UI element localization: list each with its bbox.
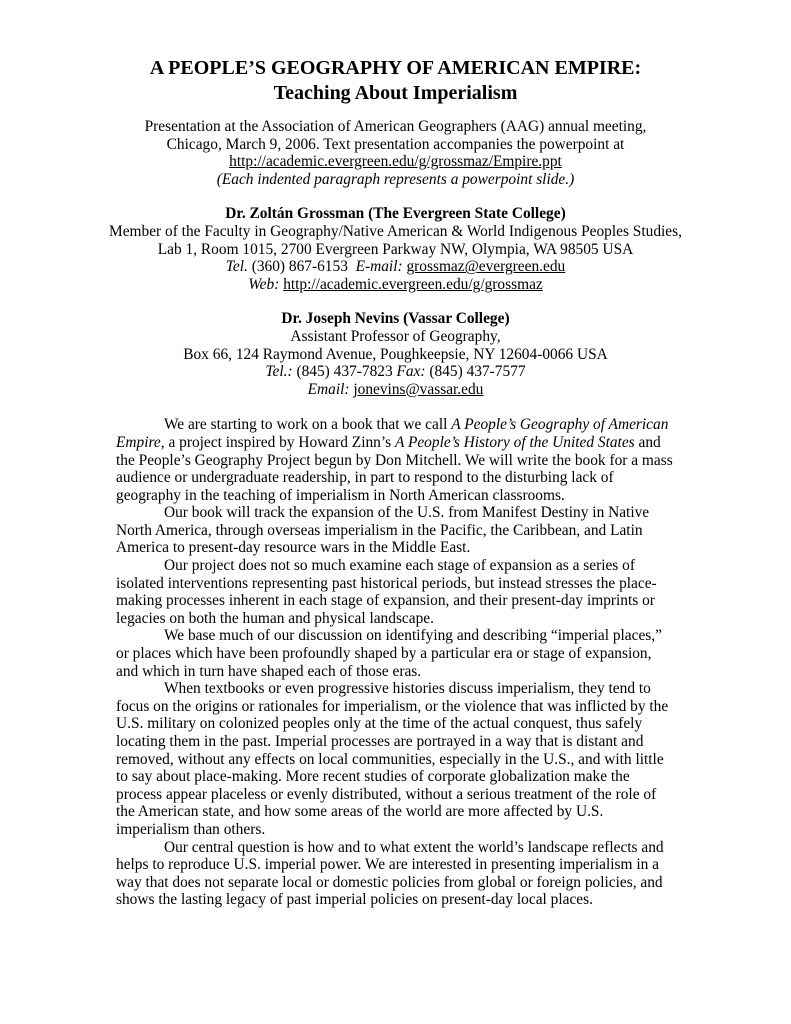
title-line-1: A PEOPLE’S GEOGRAPHY OF AMERICAN EMPIRE: — [149, 57, 642, 79]
email-link[interactable]: jonevins@vassar.edu — [353, 380, 484, 398]
powerpoint-link[interactable]: http://academic.evergreen.edu/g/grossmaz/Empire.ppt — [229, 153, 562, 171]
paragraph-1 — [116, 416, 675, 504]
web-link[interactable]: http://academic.evergreen.edu/g/grossmaz — [283, 275, 543, 293]
email-label: E-mail: — [355, 258, 403, 276]
p1-text-c: , a project inspired by Howard Zinn’s — [160, 433, 395, 451]
title-line-2: Teaching About Imperialism — [273, 82, 518, 104]
paragraph-6: Our central question is how and to what extent the world’s landscape reflects and helps to reproduce U.S. imperial power. We are interested in presenting imperialism in a way that does not separate local or domestic policies from global or foreign policies, and shows the lasting legacy of past imperial policies on present-day local places. — [116, 838, 664, 909]
tel-value: (360) 867-6153 — [247, 258, 356, 276]
presentation-line-1: Presentation at the Association of American Geographers (AAG) annual meeting, — [144, 118, 647, 135]
author-title: Assistant Professor of Geography, — [290, 327, 501, 345]
email-label: Email: — [307, 380, 350, 398]
author-name: Dr. Joseph Nevins (Vassar College) — [281, 310, 510, 328]
author-contact — [116, 258, 675, 276]
paragraph-3: Our project does not so much examine each stage of expansion as a series of isolated interventions representing past historical periods, but instead stresses the place-making processes inherent in each stage of expansion, and their present-day imprints or legacies on both the human and physical landscape. — [116, 557, 657, 627]
tel-label: Tel. — [225, 258, 248, 276]
document-title — [116, 56, 675, 106]
paragraph-2: Our book will track the expansion of the U.S. from Manifest Destiny in Native North America, through overseas imperialism in the Pacific, the Caribbean, and Latin America to present-day resource wars in the Middle East. — [116, 504, 650, 557]
author-affiliation: Member of the Faculty in Geography/Native American & World Indigenous Peoples Studies, — [109, 222, 682, 240]
tel-label: Tel.: — [265, 363, 293, 381]
author-address: Box 66, 124 Raymond Avenue, Poughkeepsie, NY 12604-0066 USA — [183, 345, 608, 363]
presentation-info — [116, 118, 675, 188]
body-text — [116, 416, 675, 909]
zinn-title: A People’s History of the United States — [394, 433, 635, 451]
p1-text-e: and the People’s Geography Project begun by Don Mitchell. We will write the book for a mass audience or undergraduate readership, in part to respond to the disturbing lack of geography in the teaching of imperialism in North American classrooms. — [116, 433, 673, 504]
author-contact — [116, 363, 675, 381]
fax-label: Fax: — [396, 363, 426, 381]
presentation-note: (Each indented paragraph represents a powerpoint slide.) — [216, 170, 575, 188]
email-link[interactable]: grossmaz@evergreen.edu — [406, 258, 566, 276]
author-address: Lab 1, Room 1015, 2700 Evergreen Parkway NW, Olympia, WA 98505 USA — [157, 240, 634, 258]
paragraph-4: We base much of our discussion on identifying and describing “imperial places,” or places which have been profoundly shaped by a particular era or stage of expansion, and which in turn have shaped each of those eras. — [116, 627, 662, 680]
p1-text-a: We are starting to work on a book that we call — [164, 416, 452, 434]
author-web — [116, 276, 675, 294]
author-name: Dr. Zoltán Grossman (The Evergreen State College) — [225, 205, 566, 223]
author-email — [116, 381, 675, 399]
author-grossman — [109, 205, 682, 293]
author-nevins — [116, 310, 675, 398]
book-title: A People’s Geography of American Empire — [116, 416, 669, 451]
tel-value: (845) 437-7823 — [292, 363, 397, 381]
fax-value: (845) 437-7577 — [425, 363, 526, 381]
paragraph-5: When textbooks or even progressive histories discuss imperialism, they tend to focus on the origins or rationales for imperialism, or the violence that was inflicted by the U.S. military on colonized peoples only at the time of the actual conquest, thus safely locating them in the past. Imperial processes are portrayed in a way that is distant and removed, without any effects on local communities, especially in the U.S., and with little to say about place-making. More recent studies of corporate globalization make the process appear placeless or evenly distributed, without a serious treatment of the role of the American state, and how some areas of the world are more affected by U.S. imperialism than others. — [116, 680, 669, 838]
web-label: Web: — [248, 275, 280, 293]
presentation-line-2: Chicago, March 9, 2006. Text presentation accompanies the powerpoint at — [166, 135, 625, 153]
